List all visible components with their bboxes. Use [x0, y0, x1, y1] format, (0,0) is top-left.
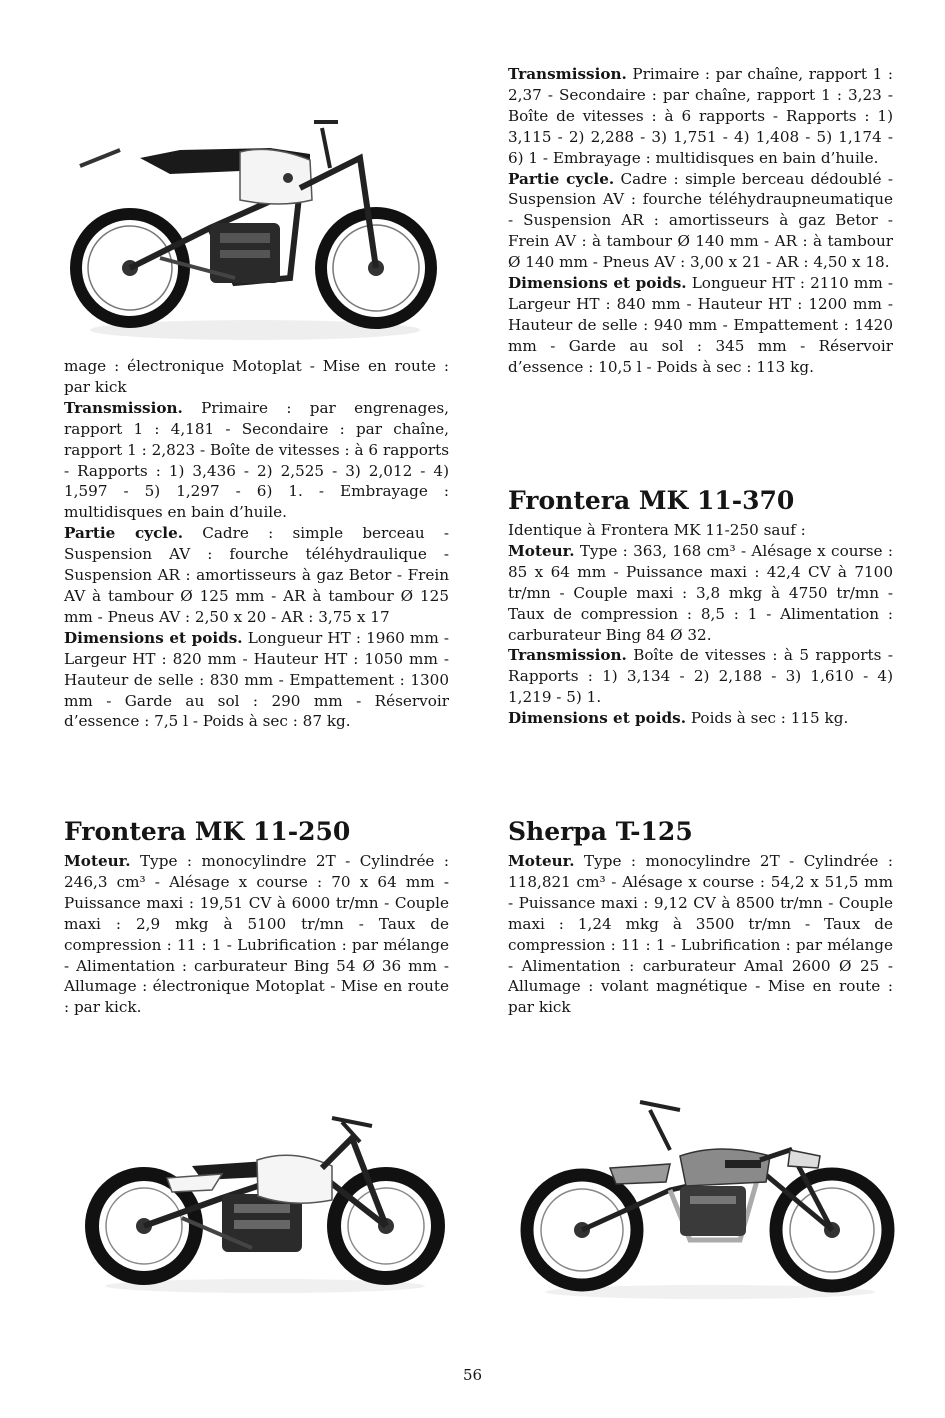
- section-title: Sherpa T-125: [508, 817, 693, 846]
- paragraph-label: Moteur.: [508, 541, 575, 560]
- section-frontera-mk-11-370: [508, 485, 893, 729]
- page-number: 56: [462, 1366, 483, 1384]
- paragraph-label: Moteur.: [508, 852, 575, 870]
- paragraph: Moteur. Type : monocylindre 2T - Cylindrée : 246,3 cm³ - Alésage x course : 70 x 64 mm - Puissance maxi : 19,51 CV à 6000 tr/mn - Couple maxi : 2,9 mkg à 5100 tr/mn - Taux de compression : 11 : 1 - Lubrification : par mélange - Alimentation : carburateur Bing 54 Ø 36 mm - Allumage : électronique Motoplat - Mise en route : par kick.: [64, 852, 449, 1017]
- paragraph: Transmission. Primaire : par chaîne, rapport 1 : 2,37 - Secondaire : par chaîne, rapport 1 : 3,23 - Boîte de vitesses : à 6 rapports - Rapports : 1) 3,115 - 2) 2,288 - 3) 1,751 - 4) 1,408 - 5) 1,174 - 6) 1 - Embrayage : multidisques en bain d’huile.: [508, 65, 893, 167]
- motorcycle-photo-icon: [82, 1108, 448, 1294]
- photo-motorcycle-top-left: [60, 108, 444, 344]
- paragraph: Dimensions et poids. Poids à sec : 115 kg.: [508, 709, 849, 728]
- paragraph-label: Dimensions et poids.: [508, 274, 687, 293]
- paragraph: Transmission. Primaire : par engrenages, rapport 1 : 4,181 - Secondaire : par chaîne, rapport 1 : 2,823 - Boîte de vitesses : à 6 rapports - Rapports : 1) 3,436 - 2) 2,525 - 3) 2,012 - 4) 1,597 - 5) 1,297 - 6) 1. - Embrayage : multidisques en bain d’huile.: [64, 398, 449, 522]
- paragraph: mage : électronique Motoplat - Mise en route : par kick: [64, 357, 449, 396]
- paragraph-label: Moteur.: [64, 852, 131, 870]
- photo-frontera-mk-11-250: [82, 1108, 448, 1294]
- paragraph-label: Partie cycle.: [64, 524, 184, 543]
- section-title: Frontera MK 11-250: [64, 817, 351, 846]
- paragraph-label: Transmission.: [508, 646, 627, 665]
- paragraph: Dimensions et poids. Longueur HT : 2110 mm - Largeur HT : 840 mm - Hauteur HT : 1200 mm - Hauteur de selle : 940 mm - Empattement : 1420 mm - Garde au sol : 345 mm - Réservoir d’essence : 10,5 l - Poids à sec : 113 kg.: [508, 274, 893, 376]
- section-frontera-mk-11-250: [64, 816, 449, 1018]
- paragraph: Moteur. Type : 363, 168 cm³ - Alésage x course : 85 x 64 mm - Puissance maxi : 42,4 CV à 7100 tr/mn - Couple maxi : 3,8 mkg à 4750 tr/mn - Taux de compression : 8,5 : 1 - Alimentation : carburateur Bing 84 Ø 32.: [508, 541, 893, 644]
- motorcycle-photo-icon: [60, 108, 444, 344]
- paragraph-label: Dimensions et poids.: [508, 709, 686, 728]
- paragraph: Partie cycle. Cadre : simple berceau dédoublé - Suspension AV : fourche téléhydraupneumatique - Suspension AR : amortisseurs à gaz Betor - Frein AV : à tambour Ø 140 mm - AR : à tambour Ø 140 mm - Pneus AV : 3,00 x 21 - AR : 4,50 x 18.: [508, 169, 893, 272]
- paragraph-label: Partie cycle.: [508, 169, 615, 188]
- paragraph: Partie cycle. Cadre : simple berceau - Suspension AV : fourche téléhydraulique - Suspension AR : amortisseurs à gaz Betor - Frein AV à tambour Ø 125 mm - AR à tambour Ø 125 mm - Pneus AV : 2,50 x 20 - AR : 3,75 x 17: [64, 524, 449, 626]
- paragraph: Dimensions et poids. Longueur HT : 1960 mm - Largeur HT : 820 mm - Hauteur HT : 1050 mm - Hauteur de selle : 830 mm - Empattement : 1300 mm - Garde au sol : 290 mm - Réservoir d’essence : 7,5 l - Poids à sec : 87 kg.: [64, 628, 449, 731]
- paragraph-label: Transmission.: [508, 65, 627, 83]
- paragraph: Identique à Frontera MK 11-250 sauf :: [508, 521, 806, 539]
- paragraph: Transmission. Boîte de vitesses : à 5 rapports - Rapports : 1) 3,134 - 2) 2,188 - 3) 1,610 - 4) 1,219 - 5) 1.: [508, 646, 893, 707]
- section-title: Frontera MK 11-370: [508, 486, 795, 515]
- trials-motorcycle-photo-icon: [520, 1090, 896, 1300]
- paragraph-label: Dimensions et poids.: [64, 628, 243, 647]
- section-sherpa-t-125: [508, 816, 893, 1018]
- paragraph: Moteur. Type : monocylindre 2T - Cylindrée : 118,821 cm³ - Alésage x course : 54,2 x 51,5 mm - Puissance maxi : 9,12 CV à 8500 tr/mn - Couple maxi : 1,24 mkg à 3500 tr/mn - Taux de compression : 11 : 1 - Lubrification : par mélange - Alimentation : carburateur Amal 2600 Ø 25 - Allumage : volant magnétique - Mise en route : par kick: [508, 852, 893, 1017]
- paragraph-label: Transmission.: [64, 398, 183, 417]
- right-column-continued: [508, 64, 893, 378]
- left-column-continued: [64, 356, 449, 732]
- photo-sherpa-t-125: [520, 1090, 896, 1300]
